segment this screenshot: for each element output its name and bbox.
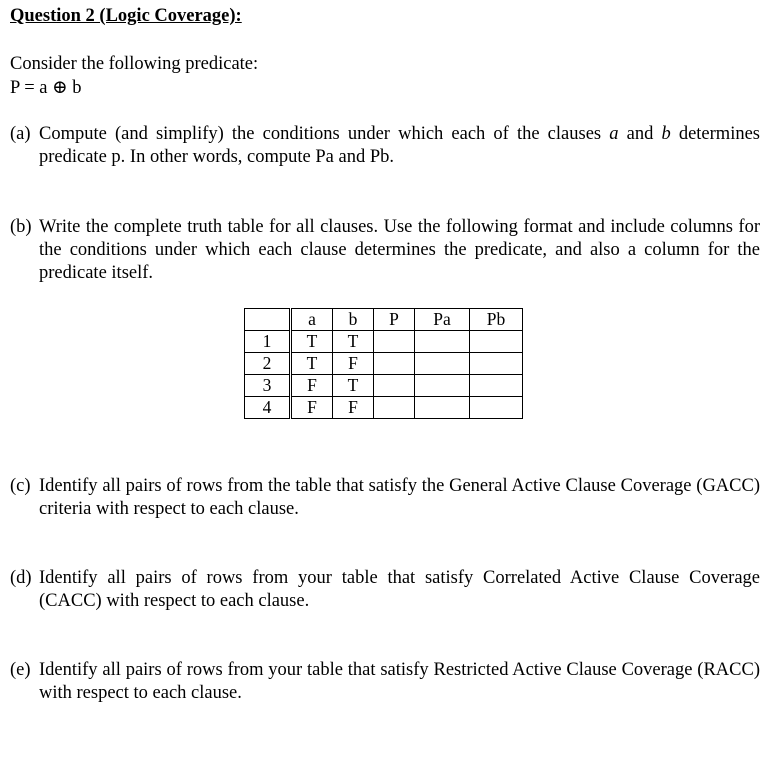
question-c (10, 475, 760, 521)
question-b (10, 216, 760, 285)
question-c-text: Identify all pairs of rows from the table that satisfy the General Active Clause Coverage (GACC) criteria with respect to each clause. (39, 476, 760, 519)
page-title: Question 2 (Logic Coverage): (10, 6, 242, 26)
table-cell: F (291, 375, 333, 397)
question-a (10, 123, 760, 169)
table-header-cell: b (333, 309, 374, 331)
table-cell: F (291, 397, 333, 419)
intro-text: Consider the following predicate: (10, 54, 259, 74)
table-cell (374, 375, 415, 397)
table-row (245, 353, 523, 375)
question-d-text: Identify all pairs of rows from your table that satisfy Correlated Active Clause Coverage (CACC) with respect to each clause. (39, 568, 760, 611)
table-header-row (245, 309, 523, 331)
table-header-cell: a (291, 309, 333, 331)
table-cell: 1 (245, 331, 291, 353)
predicate-formula: P = a ⊕ b (10, 78, 82, 98)
table-cell (374, 331, 415, 353)
table-cell: T (333, 375, 374, 397)
question-e (10, 659, 760, 705)
table-cell: 3 (245, 375, 291, 397)
table-cell: F (333, 353, 374, 375)
table-cell: 4 (245, 397, 291, 419)
clause-b: b (661, 124, 671, 144)
truth-table (244, 308, 523, 419)
question-d (10, 567, 760, 613)
question-d-label: (d) (10, 568, 32, 588)
table-row (245, 331, 523, 353)
table-cell: 2 (245, 353, 291, 375)
question-c-label: (c) (10, 476, 31, 496)
table-row (245, 397, 523, 419)
table-cell (470, 375, 523, 397)
clause-a: a (609, 124, 619, 144)
table-cell (415, 353, 470, 375)
table-header-cell: Pa (415, 309, 470, 331)
table-cell (415, 331, 470, 353)
question-b-text: Write the complete truth table for all clauses. Use the following format and include columns for the conditions under which each clause determines the predicate, and also a column for the predicate itself. (39, 217, 760, 283)
table-cell: F (333, 397, 374, 419)
table-cell: T (291, 331, 333, 353)
question-e-text: Identify all pairs of rows from your table that satisfy Restricted Active Clause Coverage (RACC) with respect to each clause. (39, 660, 760, 703)
table-cell: T (291, 353, 333, 375)
table-cell (415, 397, 470, 419)
table-cell: T (333, 331, 374, 353)
table-cell (374, 353, 415, 375)
table-header-cell (245, 309, 291, 331)
table-cell (470, 331, 523, 353)
table-cell (415, 375, 470, 397)
table-row (245, 375, 523, 397)
table-cell (470, 397, 523, 419)
question-e-label: (e) (10, 660, 31, 680)
table-cell (470, 353, 523, 375)
table-cell (374, 397, 415, 419)
question-a-text: Compute (and simplify) the conditions under which each of the clauses a and b determines predicate p. In other words, compute Pa and Pb. (39, 124, 760, 167)
question-b-label: (b) (10, 217, 32, 237)
table-header-cell: Pb (470, 309, 523, 331)
question-a-label: (a) (10, 124, 31, 144)
table-header-cell: P (374, 309, 415, 331)
